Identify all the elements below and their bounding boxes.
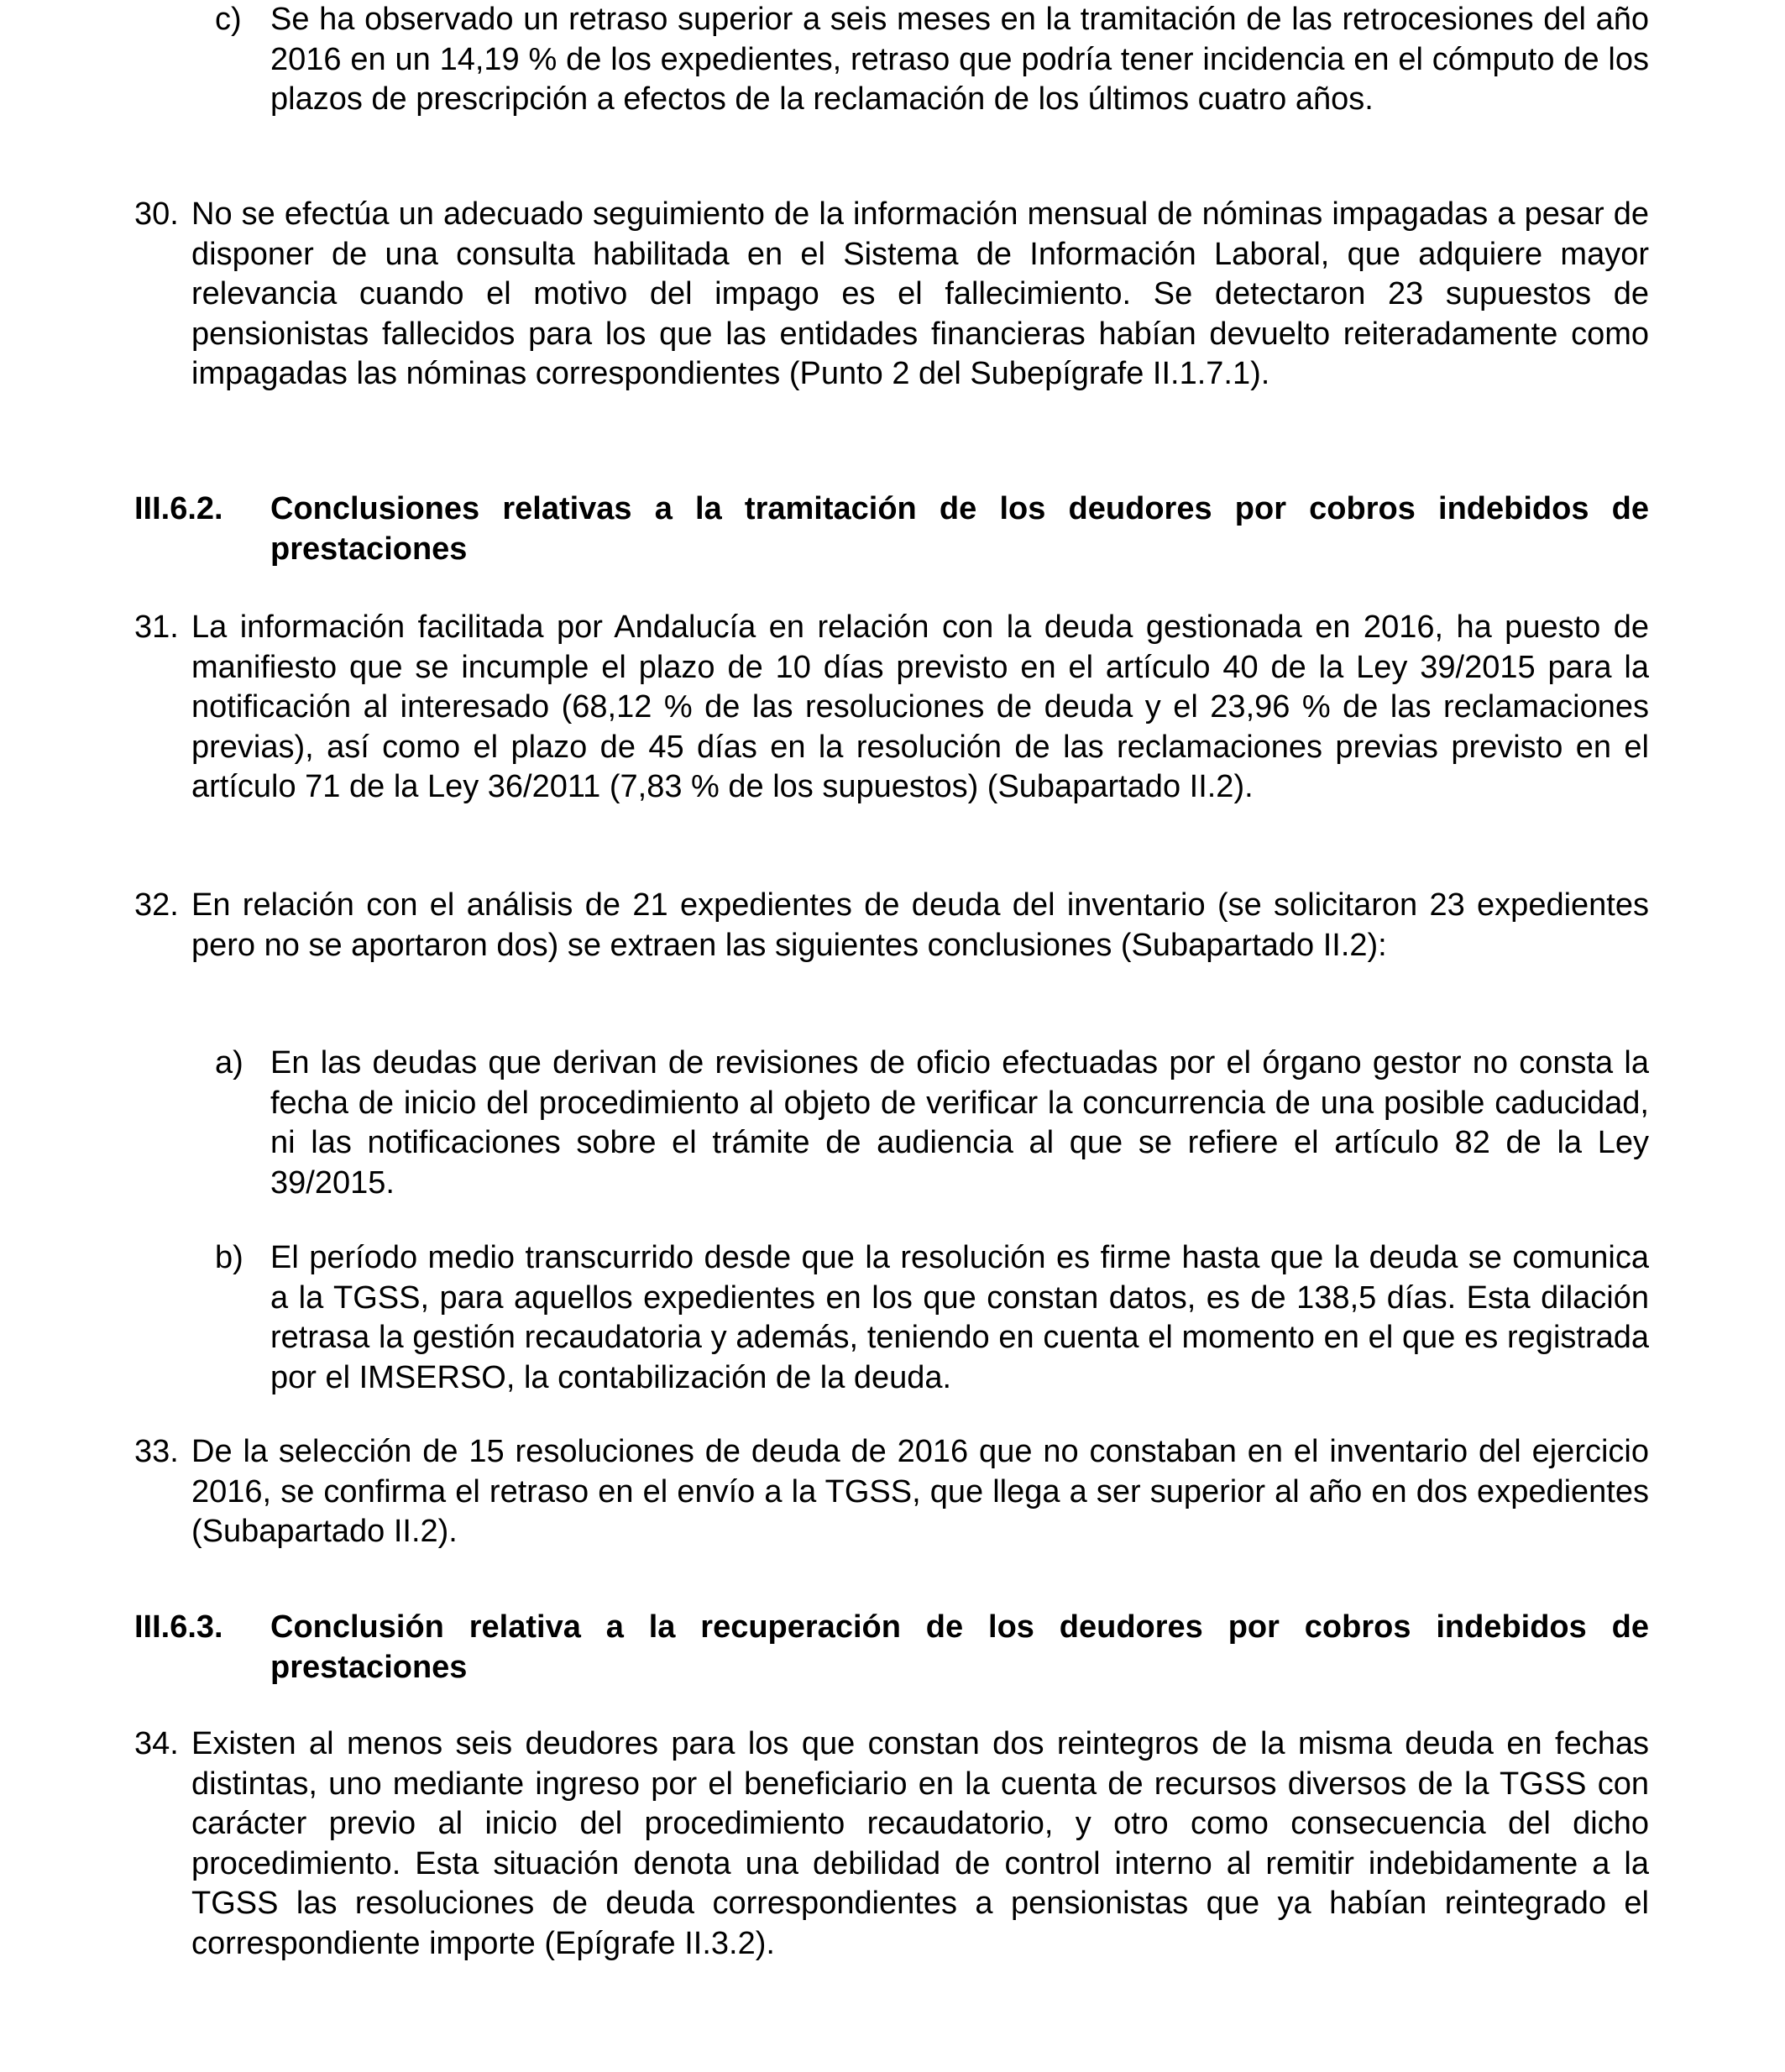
list-marker-b: b) <box>215 1240 243 1275</box>
paragraph-30: No se efectúa un adecuado seguimiento de la información mensual de nóminas impagadas a pesar de disponer de una consulta habilitada en el Sistema de Información Laboral, que adquiere mayor relevancia cuando el motivo del impago es el fallecimiento. Se detectaron 23 supuestos de pensionistas fallecidos para los que las entidades financieras habían devuelto reiteradamente como impagadas las nóminas correspondientes (Punto 2 del Subepígrafe II.1.7.1). <box>191 196 1649 391</box>
paragraph-number-30: 30. <box>134 196 179 232</box>
paragraph-a: En las deudas que derivan de revisiones de oficio efectuadas por el órgano gestor no consta la fecha de inicio del procedimiento al objeto de verificar la concurrencia de una posible caducidad, ni las notificaciones sobre el trámite de audiencia al que se refiere el artículo 82 de la Ley 39/2015. <box>270 1045 1649 1201</box>
section-heading-iii-6-3: Conclusión relativa a la recuperación de los deudores por cobros indebidos de prestaciones <box>270 1609 1649 1685</box>
paragraph-number-32: 32. <box>134 887 179 923</box>
list-marker-c: c) <box>215 2 242 37</box>
paragraph-number-33: 33. <box>134 1434 179 1469</box>
section-number-iii-6-2: III.6.2. <box>134 491 223 526</box>
paragraph-number-34: 34. <box>134 1726 179 1761</box>
paragraph-31: La información facilitada por Andalucía en relación con la deuda gestionada en 2016, ha puesto de manifiesto que se incumple el plazo de 10 días previsto en el artículo 40 de la Ley 39/2015 para la notificación al interesado (68,12 % de las resoluciones de deuda y el 23,96 % de las reclamaciones previas), así como el plazo de 45 días en la resolución de las reclamaciones previas previsto en el artículo 71 de la Ley 36/2011 (7,83 % de los supuestos) (Subapartado II.2). <box>191 610 1649 804</box>
section-heading-iii-6-2: Conclusiones relativas a la tramitación de los deudores por cobros indebidos de prestaciones <box>270 491 1649 567</box>
paragraph-c: Se ha observado un retraso superior a seis meses en la tramitación de las retrocesiones del año 2016 en un 14,19 % de los expedientes, retraso que podría tener incidencia en el cómputo de los plazos de prescripción a efectos de la reclamación de los últimos cuatro años. <box>270 2 1649 117</box>
section-number-iii-6-3: III.6.3. <box>134 1609 223 1645</box>
paragraph-33: De la selección de 15 resoluciones de deuda de 2016 que no constaban en el inventario del ejercicio 2016, se confirma el retraso en el envío a la TGSS, que llega a ser superior al año en dos expedientes (Subapartado II.2). <box>191 1434 1649 1549</box>
list-marker-a: a) <box>215 1045 243 1080</box>
paragraph-b: El período medio transcurrido desde que la resolución es firme hasta que la deuda se comunica a la TGSS, para aquellos expedientes en los que constan datos, es de 138,5 días. Esta dilación retrasa la gestión recaudatoria y además, teniendo en cuenta el momento en el que es registrada por el IMSERSO, la contabilización de la deuda. <box>270 1240 1649 1395</box>
paragraph-number-31: 31. <box>134 610 179 645</box>
paragraph-32: En relación con el análisis de 21 expedientes de deuda del inventario (se solicitaron 23 expedientes pero no se aportaron dos) se extraen las siguientes conclusiones (Subapartado II.2): <box>191 887 1649 963</box>
paragraph-34: Existen al menos seis deudores para los que constan dos reintegros de la misma deuda en fechas distintas, uno mediante ingreso por el beneficiario en la cuenta de recursos diversos de la TGSS con carácter previo al inicio del procedimiento recaudatorio, y otro como consecuencia del dicho procedimiento. Esta situación denota una debilidad de control interno al remitir indebidamente a la TGSS las resoluciones de deuda correspondientes a pensionistas que ya habían reintegrado el correspondiente importe (Epígrafe II.3.2). <box>191 1726 1649 1961</box>
